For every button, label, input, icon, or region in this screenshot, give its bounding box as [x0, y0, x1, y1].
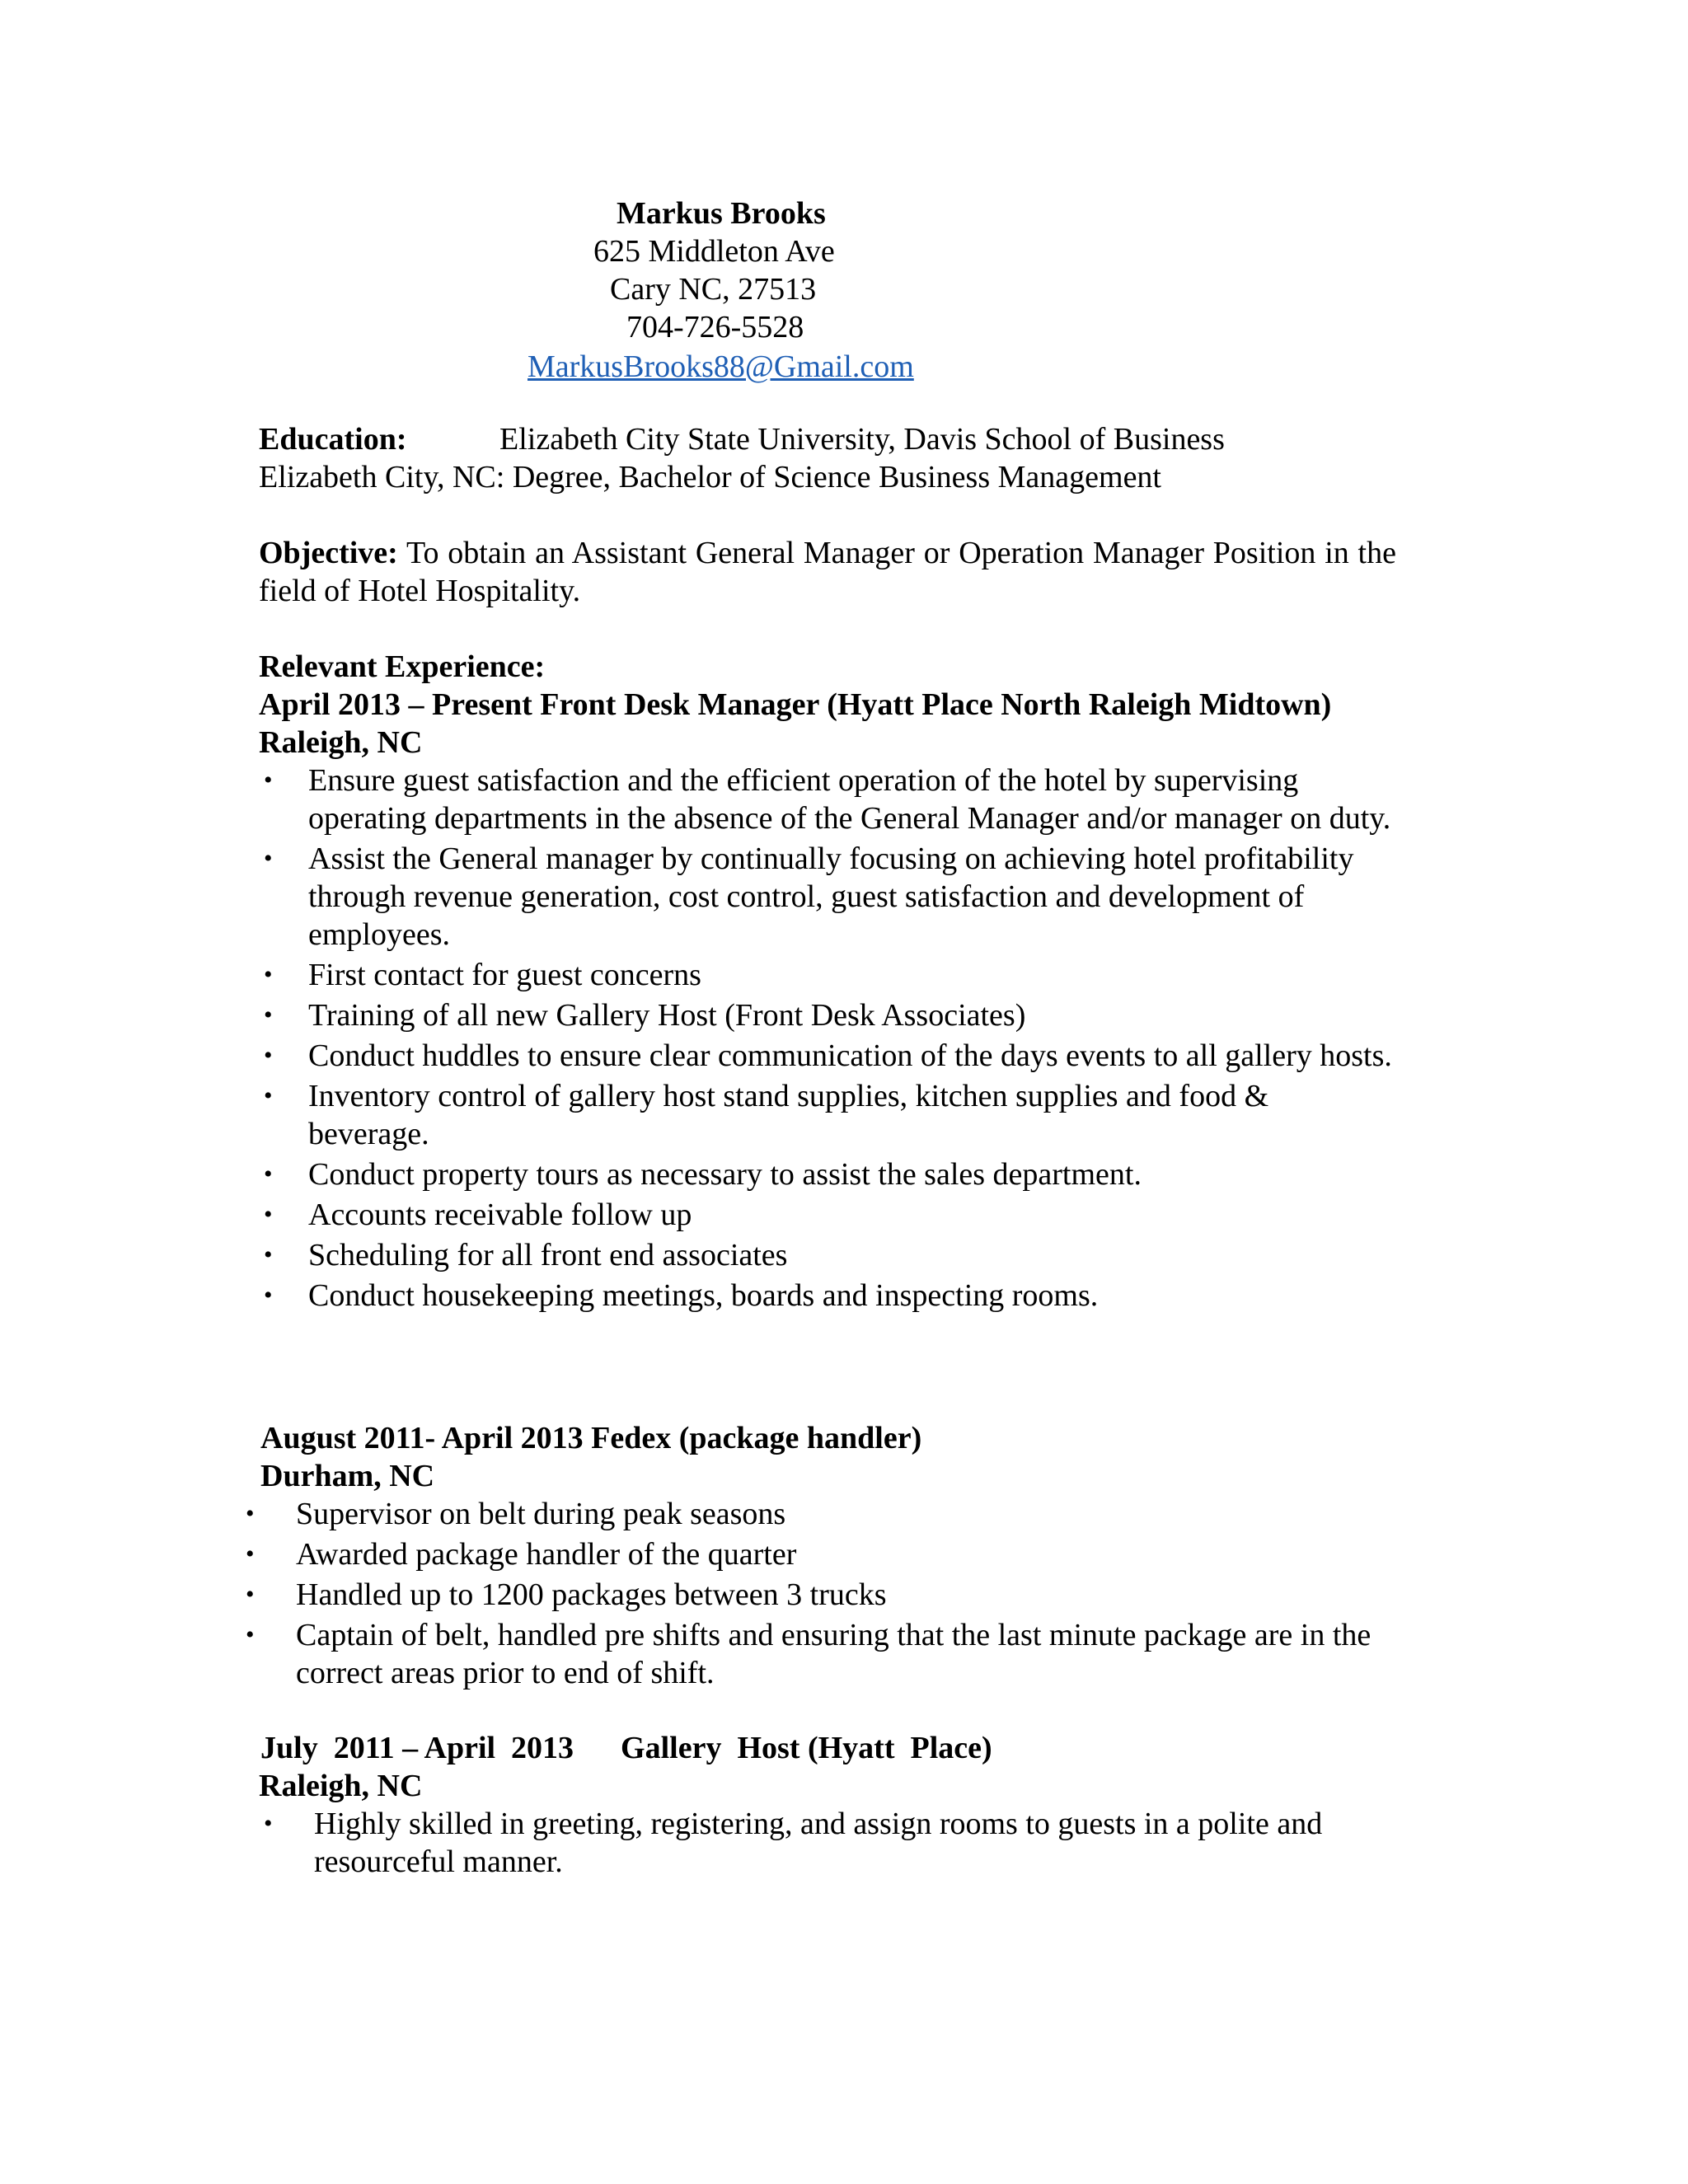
bullet-icon: • — [246, 1500, 255, 1527]
job-location: Raleigh, NC — [259, 1769, 423, 1803]
education-degree: Elizabeth City, NC: Degree, Bachelor of Science Business Management — [259, 460, 1161, 494]
list-item: • Assist the General manager by continually focusing on achieving hotel profitability through revenue generation, cost control, guest satisfaction and development of employees. — [264, 841, 1354, 952]
list-item: • Training of all new Gallery Host (Front Desk Associates) — [264, 998, 1026, 1033]
objective-section — [259, 534, 1396, 610]
phone-number: 704-726-5528 — [626, 310, 804, 344]
list-item: • Inventory control of gallery host stand supplies, kitchen supplies and food & beverage. — [264, 1079, 1269, 1151]
job-duties-list — [259, 1805, 1396, 1881]
applicant-name: Markus Brooks — [617, 196, 826, 231]
job-gallery-host — [259, 1729, 1396, 1883]
list-item: • Captain of belt, handled pre shifts and ensuring that the last minute package are in the correct areas prior to end of shift. — [246, 1618, 1372, 1690]
objective-label: Objective: — [259, 536, 398, 570]
bullet-icon: • — [264, 1001, 273, 1029]
list-item: • Conduct housekeeping meetings, boards and inspecting rooms. — [264, 1278, 1099, 1313]
list-item: • Conduct huddles to ensure clear communication of the days events to all gallery hosts. — [264, 1038, 1392, 1073]
job-fedex — [246, 1419, 1396, 1694]
list-item: • Ensure guest satisfaction and the efficient operation of the hotel by supervising operating departments in the absence of the General Manager and/or manager on duty. — [264, 763, 1391, 836]
education-school: Elizabeth City State University, Davis School of Business — [499, 422, 1225, 457]
job-title-line: July 2011 – April 2013 Gallery Host (Hyatt Place) — [260, 1731, 992, 1765]
list-item: • Handled up to 1200 packages between 3 trucks — [246, 1577, 887, 1612]
list-item: • Highly skilled in greeting, registering, and assign rooms to guests in a polite and resourceful manner. — [264, 1807, 1323, 1879]
education-section — [259, 420, 1396, 496]
list-item: • Conduct property tours as necessary to assist the sales department. — [264, 1157, 1142, 1192]
list-item: • Scheduling for all front end associates — [264, 1238, 788, 1272]
street-address: 625 Middleton Ave — [593, 234, 835, 269]
bullet-icon: • — [264, 1160, 273, 1188]
experience-section — [259, 648, 1396, 1317]
job-duties-list — [259, 762, 1396, 1315]
job-title-line: August 2011- April 2013 Fedex (package handler) — [260, 1421, 922, 1455]
job-location: Durham, NC — [260, 1459, 435, 1493]
city-state-zip: Cary NC, 27513 — [610, 272, 817, 307]
bullet-icon: • — [246, 1581, 255, 1608]
bullet-icon: • — [246, 1621, 255, 1648]
job-duties-list — [246, 1495, 1396, 1692]
bullet-icon: • — [264, 1241, 273, 1268]
bullet-icon: • — [264, 845, 273, 872]
list-item: • First contact for guest concerns — [264, 958, 701, 992]
experience-heading: Relevant Experience: — [259, 649, 546, 684]
education-label: Education: — [259, 422, 407, 457]
list-item: • Supervisor on belt during peak seasons — [246, 1497, 786, 1531]
email-link[interactable]: MarkusBrooks88@Gmail.com — [528, 349, 914, 384]
bullet-icon: • — [264, 961, 273, 988]
bullet-icon: • — [264, 1082, 273, 1109]
bullet-icon: • — [264, 1042, 273, 1069]
bullet-icon: • — [264, 766, 273, 794]
objective-text: To obtain an Assistant General Manager or Operation Manager Position in the field of Hotel Hospitality. — [259, 536, 1396, 608]
bullet-icon: • — [264, 1201, 273, 1228]
job-location: Raleigh, NC — [259, 725, 423, 760]
list-item: • Accounts receivable follow up — [264, 1197, 692, 1232]
bullet-icon: • — [264, 1810, 273, 1837]
list-item: • Awarded package handler of the quarter — [246, 1537, 797, 1572]
bullet-icon: • — [246, 1540, 255, 1568]
job-title-line: April 2013 – Present Front Desk Manager (Hyatt Place North Raleigh Midtown) — [259, 687, 1332, 722]
bullet-icon: • — [264, 1282, 273, 1309]
